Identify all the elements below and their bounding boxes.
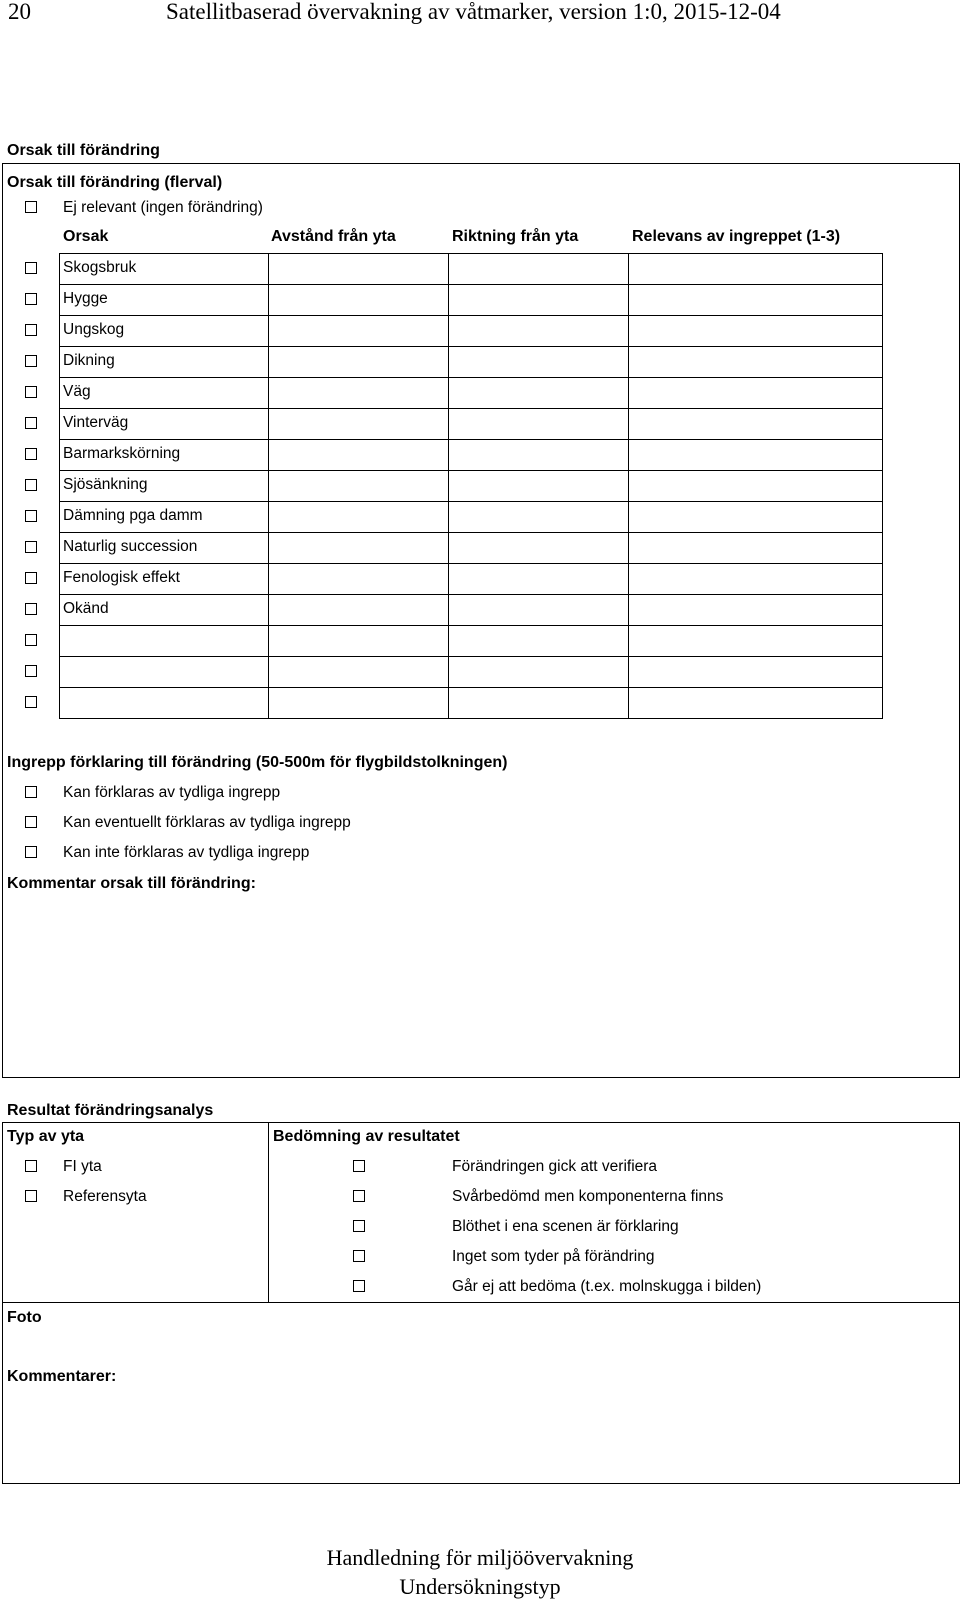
intervention-option-label: Kan förklaras av tydliga ingrepp bbox=[63, 784, 281, 801]
not-relevant-checkbox[interactable] bbox=[25, 201, 37, 213]
cause-row-label: Ungskog bbox=[63, 321, 125, 338]
cause-table-gridline bbox=[882, 253, 883, 718]
assessment-checkbox[interactable] bbox=[353, 1160, 365, 1172]
area-type-checkbox[interactable] bbox=[25, 1190, 37, 1202]
intervention-option-checkbox[interactable] bbox=[25, 786, 37, 798]
intervention-option-checkbox[interactable] bbox=[25, 846, 37, 858]
intervention-option-label: Kan inte förklaras av tydliga ingrepp bbox=[63, 844, 310, 861]
cause-row-label: Dämning pga damm bbox=[63, 507, 203, 524]
cause-cell-direction[interactable] bbox=[449, 657, 628, 687]
photo-label: Foto bbox=[7, 1309, 42, 1326]
cause-cell-direction[interactable] bbox=[449, 440, 628, 470]
cause-cell-distance[interactable] bbox=[269, 502, 448, 532]
cause-comment-label: Kommentar orsak till förändring: bbox=[7, 875, 256, 892]
cause-cell-relevance[interactable] bbox=[629, 688, 882, 718]
cause-row-checkbox[interactable] bbox=[25, 293, 37, 305]
cause-cell-relevance[interactable] bbox=[629, 564, 882, 594]
cause-cell-relevance[interactable] bbox=[629, 316, 882, 346]
cause-row-label: Dikning bbox=[63, 352, 115, 369]
intervention-option-label: Kan eventuellt förklaras av tydliga ingrepp bbox=[63, 814, 351, 831]
cause-cell-distance[interactable] bbox=[269, 626, 448, 656]
cause-cell-distance[interactable] bbox=[269, 657, 448, 687]
assessment-checkbox[interactable] bbox=[353, 1190, 365, 1202]
cause-cell-relevance[interactable] bbox=[629, 285, 882, 315]
assessment-option-label: Går ej att bedöma (t.ex. molnskugga i bilden) bbox=[452, 1278, 762, 1295]
cause-cell-distance[interactable] bbox=[269, 688, 448, 718]
cause-subheading: Orsak till förändring (flerval) bbox=[7, 174, 223, 191]
cause-row-checkbox[interactable] bbox=[25, 510, 37, 522]
col-header-distance: Avstånd från yta bbox=[271, 228, 396, 245]
cause-cell-distance[interactable] bbox=[269, 595, 448, 625]
assessment-option-label: Blöthet i ena scenen är förklaring bbox=[452, 1218, 679, 1235]
assessment-option-label: Svårbedömd men komponenterna finns bbox=[452, 1188, 724, 1205]
cause-cell-relevance[interactable] bbox=[629, 657, 882, 687]
assessment-label: Bedömning av resultatet bbox=[273, 1128, 460, 1145]
cause-cell-direction[interactable] bbox=[449, 564, 628, 594]
cause-row-checkbox[interactable] bbox=[25, 448, 37, 460]
area-type-checkbox[interactable] bbox=[25, 1160, 37, 1172]
col-header-relevance: Relevans av ingreppet (1-3) bbox=[632, 228, 841, 245]
cause-row-label: Fenologisk effekt bbox=[63, 569, 180, 586]
comments-field[interactable] bbox=[4, 1392, 954, 1478]
cause-cell-direction[interactable] bbox=[449, 595, 628, 625]
intervention-heading: Ingrepp förklaring till förändring (50-500m för flygbildstolkningen) bbox=[7, 754, 508, 771]
cause-row-checkbox[interactable] bbox=[25, 665, 37, 677]
cause-cell-direction[interactable] bbox=[449, 502, 628, 532]
cause-cell-distance[interactable] bbox=[269, 409, 448, 439]
assessment-checkbox[interactable] bbox=[353, 1250, 365, 1262]
cause-table-gridline bbox=[59, 253, 60, 718]
cause-row-checkbox[interactable] bbox=[25, 386, 37, 398]
cause-cell-relevance[interactable] bbox=[629, 254, 882, 284]
cause-row-label: Väg bbox=[63, 383, 91, 400]
result-column-divider bbox=[268, 1122, 269, 1302]
cause-cell-direction[interactable] bbox=[449, 688, 628, 718]
cause-cell-direction[interactable] bbox=[449, 378, 628, 408]
col-header-cause: Orsak bbox=[63, 228, 109, 245]
assessment-checkbox[interactable] bbox=[353, 1220, 365, 1232]
cause-cell-relevance[interactable] bbox=[629, 533, 882, 563]
cause-table-gridline bbox=[59, 718, 883, 719]
page-number: 20 bbox=[8, 0, 31, 24]
cause-row-checkbox[interactable] bbox=[25, 417, 37, 429]
cause-row-checkbox[interactable] bbox=[25, 634, 37, 646]
cause-cell-relevance[interactable] bbox=[629, 409, 882, 439]
cause-row-checkbox[interactable] bbox=[25, 696, 37, 708]
cause-row-label: Naturlig succession bbox=[63, 538, 198, 555]
cause-cell-distance[interactable] bbox=[269, 440, 448, 470]
cause-cell-relevance[interactable] bbox=[629, 471, 882, 501]
cause-row-label: Skogsbruk bbox=[63, 259, 137, 276]
cause-cell-direction[interactable] bbox=[449, 409, 628, 439]
area-type-label-text: Referensyta bbox=[63, 1188, 147, 1205]
cause-row-label: Vinterväg bbox=[63, 414, 129, 431]
cause-cell-relevance[interactable] bbox=[629, 440, 882, 470]
cause-row-label: Sjösänkning bbox=[63, 476, 148, 493]
cause-row-checkbox[interactable] bbox=[25, 572, 37, 584]
cause-comment-field[interactable] bbox=[4, 898, 954, 1072]
cause-cell-relevance[interactable] bbox=[629, 378, 882, 408]
cause-cell-distance[interactable] bbox=[269, 254, 448, 284]
cause-cell-direction[interactable] bbox=[449, 471, 628, 501]
cause-cell-distance[interactable] bbox=[269, 378, 448, 408]
cause-cell-direction[interactable] bbox=[449, 626, 628, 656]
cause-row-label: Okänd bbox=[63, 600, 109, 617]
cause-cell-direction[interactable] bbox=[449, 347, 628, 377]
cause-cell-distance[interactable] bbox=[269, 316, 448, 346]
cause-cell-relevance[interactable] bbox=[629, 595, 882, 625]
area-type-label: Typ av yta bbox=[7, 1128, 85, 1145]
not-relevant-label: Ej relevant (ingen förändring) bbox=[63, 199, 263, 216]
cause-row-checkbox[interactable] bbox=[25, 479, 37, 491]
result-heading: Resultat förändringsanalys bbox=[7, 1102, 214, 1119]
cause-row-checkbox[interactable] bbox=[25, 355, 37, 367]
cause-row-label: Barmarkskörning bbox=[63, 445, 181, 462]
cause-cell-direction[interactable] bbox=[449, 285, 628, 315]
comments-label: Kommentarer: bbox=[7, 1368, 117, 1385]
cause-cell-distance[interactable] bbox=[269, 533, 448, 563]
cause-row-checkbox[interactable] bbox=[25, 324, 37, 336]
cause-cell-direction[interactable] bbox=[449, 533, 628, 563]
cause-cell-direction[interactable] bbox=[449, 254, 628, 284]
document-title: Satellitbaserad övervakning av våtmarker, version 1:0, 2015-12-04 bbox=[166, 0, 781, 24]
assessment-option-label: Förändringen gick att verifiera bbox=[452, 1158, 658, 1175]
cause-row-checkbox[interactable] bbox=[25, 541, 37, 553]
cause-cell-relevance[interactable] bbox=[629, 502, 882, 532]
cause-cell-relevance[interactable] bbox=[629, 626, 882, 656]
result-photo-divider bbox=[2, 1302, 959, 1303]
cause-row-checkbox[interactable] bbox=[25, 603, 37, 615]
cause-cell-relevance[interactable] bbox=[629, 347, 882, 377]
cause-cell-distance[interactable] bbox=[269, 471, 448, 501]
assessment-checkbox[interactable] bbox=[353, 1280, 365, 1292]
cause-cell-distance[interactable] bbox=[269, 347, 448, 377]
cause-row-label: Hygge bbox=[63, 290, 108, 307]
area-type-label-text: FI yta bbox=[63, 1158, 102, 1175]
cause-cell-distance[interactable] bbox=[269, 564, 448, 594]
assessment-option-label: Inget som tyder på förändring bbox=[452, 1248, 655, 1265]
cause-heading: Orsak till förändring bbox=[7, 142, 160, 159]
cause-cell-direction[interactable] bbox=[449, 316, 628, 346]
footer-line-2: Undersökningstyp bbox=[399, 1574, 561, 1599]
cause-row-checkbox[interactable] bbox=[25, 262, 37, 274]
col-header-direction: Riktning från yta bbox=[452, 228, 579, 245]
cause-cell-distance[interactable] bbox=[269, 285, 448, 315]
intervention-option-checkbox[interactable] bbox=[25, 816, 37, 828]
footer-line-1: Handledning för miljöövervakning bbox=[326, 1545, 634, 1570]
